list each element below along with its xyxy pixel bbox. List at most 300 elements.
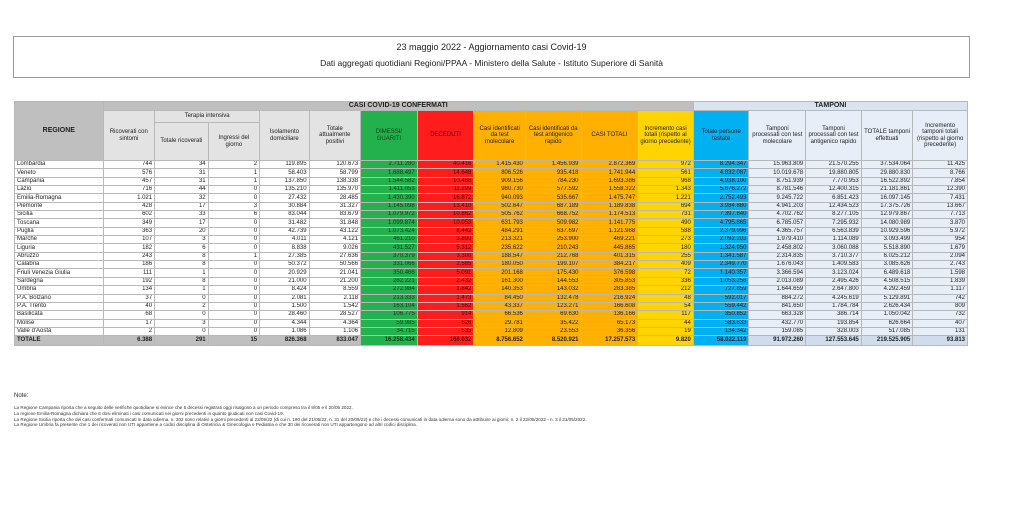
- cell-dimessi: 1.688.497: [361, 169, 418, 177]
- cell-isolamento: 4.344: [260, 319, 309, 327]
- cell-ti-totale: 8: [155, 252, 209, 260]
- col-antigenico: Casi identificati da test antigenico rapido: [525, 111, 581, 161]
- cell-tamponi-molecolare: 4.941.203: [749, 202, 806, 210]
- cell-dimessi: 106.775: [361, 311, 418, 319]
- cell-persone-testate: 2.349.770: [693, 261, 749, 269]
- cell-incremento: 731: [638, 211, 694, 219]
- cell-region: Calabria: [15, 261, 104, 269]
- cell-persone-testate: 58.022.119: [693, 336, 749, 346]
- cell-incremento: 117: [638, 311, 694, 319]
- cell-tamponi-totale: 16.522.892: [861, 177, 913, 185]
- cell-persone-testate: 4.832.087: [693, 169, 749, 177]
- col-ti-totale: Totale ricoverati: [155, 123, 209, 161]
- notes-title: Note:: [14, 393, 29, 399]
- cell-ricoverati: 1.021: [103, 194, 155, 202]
- cell-ti-totale: 8: [155, 277, 209, 285]
- cell-ti-totale: 31: [155, 169, 209, 177]
- cell-casi-totali: 401.315: [581, 252, 638, 260]
- cell-incremento: 9.820: [638, 336, 694, 346]
- cell-positivi: 21.041: [309, 269, 361, 277]
- cell-ti-ingressi: 0: [208, 269, 260, 277]
- cell-ti-totale: 44: [155, 186, 209, 194]
- cell-incremento: 44: [638, 319, 694, 327]
- cell-persone-testate: 1.341.587: [693, 252, 749, 260]
- cell-persone-testate: 2.092.203: [693, 236, 749, 244]
- col-dimessi: DIMESSI/ GUARITI: [361, 111, 418, 161]
- cell-tamponi-incremento: 1.598: [913, 269, 968, 277]
- group-tamponi: TAMPONI: [693, 102, 967, 111]
- cell-tamponi-antigenico: 1.784.784: [806, 302, 862, 310]
- cell-dimessi: 370.379: [361, 252, 418, 260]
- cell-tamponi-molecolare: 4.702.762: [749, 211, 806, 219]
- cell-molecolare: 909.156: [474, 177, 526, 185]
- cell-ti-totale: 31: [155, 177, 209, 185]
- cell-tamponi-antigenico: 1.114.089: [806, 236, 862, 244]
- cell-incremento: 48: [638, 294, 694, 302]
- cell-molecolare: 188.547: [474, 252, 526, 260]
- cell-ti-ingressi: 0: [208, 236, 260, 244]
- cell-tamponi-incremento: 7.854: [913, 177, 968, 185]
- cell-tamponi-molecolare: 91.972.260: [749, 336, 806, 346]
- cell-casi-totali: 1.693.386: [581, 177, 638, 185]
- cell-incremento: 588: [638, 227, 694, 235]
- cell-tamponi-totale: 6.489.618: [861, 269, 913, 277]
- cell-tamponi-antigenico: 3.710.377: [806, 252, 862, 260]
- cell-region: Campania: [15, 177, 104, 185]
- table-body: [15, 161, 968, 346]
- cell-positivi: 1.106: [309, 327, 361, 335]
- cell-tamponi-molecolare: 884.272: [749, 294, 806, 302]
- cell-ti-ingressi: 0: [208, 261, 260, 269]
- cell-ricoverati: 2: [103, 327, 155, 335]
- cell-persone-testate: 592.017: [693, 294, 749, 302]
- col-incremento: Incremento casi totali (rispetto al giorno precedente): [638, 111, 694, 161]
- cell-deceduti: 16.872: [417, 194, 474, 202]
- cell-region: Lombardia: [15, 161, 104, 169]
- cell-ti-totale: 0: [155, 327, 209, 335]
- cell-casi-totali: 166.608: [581, 302, 638, 310]
- cell-tamponi-antigenico: 12.400.315: [806, 186, 862, 194]
- cell-isolamento: 119.895: [260, 161, 309, 169]
- cell-antigenico: 935.418: [525, 169, 581, 177]
- cell-tamponi-incremento: 12.390: [913, 186, 968, 194]
- report-title: 23 maggio 2022 - Aggiornamento casi Covid-19: [396, 42, 587, 52]
- table-row: [15, 244, 968, 252]
- cell-tamponi-incremento: 2.743: [913, 261, 968, 269]
- cell-persone-testate: 727.859: [693, 286, 749, 294]
- cell-antigenico: 637.697: [525, 227, 581, 235]
- cell-incremento: 273: [638, 236, 694, 244]
- cell-molecolare: 806.526: [474, 169, 526, 177]
- cell-tamponi-molecolare: 2.458.802: [749, 244, 806, 252]
- cell-dimessi: 1.099.874: [361, 219, 418, 227]
- cell-tamponi-antigenico: 12.434.523: [806, 202, 862, 210]
- cell-region: Abruzzo: [15, 252, 104, 260]
- cell-incremento: 336: [638, 277, 694, 285]
- cell-isolamento: 28.460: [260, 311, 309, 319]
- cell-isolamento: 20.929: [260, 269, 309, 277]
- cell-persone-testate: 1.324.950: [693, 244, 749, 252]
- cell-ti-ingressi: 0: [208, 227, 260, 235]
- cell-antigenico: 199.107: [525, 261, 581, 269]
- cell-isolamento: 8.424: [260, 286, 309, 294]
- cell-tamponi-totale: 517.085: [861, 327, 913, 335]
- cell-positivi: 43.122: [309, 227, 361, 235]
- cell-tamponi-incremento: 407: [913, 319, 968, 327]
- cell-region: Friuli Venezia Giulia: [15, 269, 104, 277]
- cell-persone-testate: 7.397.840: [693, 211, 749, 219]
- cell-ti-ingressi: 0: [208, 186, 260, 194]
- table-row: [15, 311, 968, 319]
- cell-ti-totale: 17: [155, 219, 209, 227]
- cell-tamponi-antigenico: 2.495.426: [806, 277, 862, 285]
- cell-casi-totali: 1.189.838: [581, 202, 638, 210]
- cell-region: Valle d'Aosta: [15, 327, 104, 335]
- cell-dimessi: 59.985: [361, 319, 418, 327]
- cell-ti-totale: 2: [155, 302, 209, 310]
- cell-ti-ingressi: 1: [208, 169, 260, 177]
- cell-ricoverati: 40: [103, 302, 155, 310]
- cell-ti-totale: 3: [155, 236, 209, 244]
- cell-tamponi-antigenico: 2.647.800: [806, 286, 862, 294]
- cell-persone-testate: 3.984.880: [693, 202, 749, 210]
- cell-deceduti: 914: [417, 311, 474, 319]
- cell-persone-testate: 1.140.357: [693, 269, 749, 277]
- cell-dimessi: 1.073.424: [361, 227, 418, 235]
- cell-molecolare: 631.793: [474, 219, 526, 227]
- cell-persone-testate: 134.342: [693, 327, 749, 335]
- cell-deceduti: 1.842: [417, 286, 474, 294]
- cell-isolamento: 1.086: [260, 327, 309, 335]
- cell-deceduti: 1.473: [417, 294, 474, 302]
- cell-isolamento: 31.482: [260, 219, 309, 227]
- cell-tamponi-molecolare: 663.328: [749, 311, 806, 319]
- cell-positivi: 138.338: [309, 177, 361, 185]
- cell-persone-testate: 583.633: [693, 319, 749, 327]
- cell-positivi: 8.559: [309, 286, 361, 294]
- cell-molecolare: 140.353: [474, 286, 526, 294]
- cell-tamponi-incremento: 809: [913, 302, 968, 310]
- cell-incremento: 1.221: [638, 194, 694, 202]
- cell-positivi: 21.200: [309, 277, 361, 285]
- cell-dimessi: 1.079.972: [361, 211, 418, 219]
- cell-antigenico: 687.189: [525, 202, 581, 210]
- cell-tamponi-molecolare: 9.245.722: [749, 194, 806, 202]
- cell-tamponi-molecolare: 1.979.410: [749, 236, 806, 244]
- cell-dimessi: 282.221: [361, 277, 418, 285]
- cell-positivi: 1.542: [309, 302, 361, 310]
- cell-tamponi-totale: 14.080.989: [861, 219, 913, 227]
- cell-region: Sicilia: [15, 211, 104, 219]
- cell-tamponi-antigenico: 1.409.583: [806, 261, 862, 269]
- col-casi-totali: CASI TOTALI: [581, 111, 638, 161]
- col-ti-ingressi: Ingressi del giorno: [208, 123, 260, 161]
- cell-antigenico: 668.752: [525, 211, 581, 219]
- cell-casi-totali: 376.598: [581, 269, 638, 277]
- cell-isolamento: 8.838: [260, 244, 309, 252]
- cell-isolamento: 42.739: [260, 227, 309, 235]
- cell-dimessi: 16.258.434: [361, 336, 418, 346]
- cell-tamponi-incremento: 954: [913, 236, 968, 244]
- report-header: [13, 36, 970, 78]
- cell-ti-ingressi: 6: [208, 211, 260, 219]
- col-persone-testate: Totale persone testate: [693, 111, 749, 161]
- cell-incremento: 212: [638, 286, 694, 294]
- cell-ti-totale: 291: [155, 336, 209, 346]
- cell-molecolare: 213.321: [474, 236, 526, 244]
- cell-deceduti: 535: [417, 327, 474, 335]
- totals-row: [15, 336, 968, 346]
- cell-tamponi-molecolare: 10.019.678: [749, 169, 806, 177]
- cell-incremento: 72: [638, 269, 694, 277]
- cell-tamponi-totale: 5.129.891: [861, 294, 913, 302]
- cell-tamponi-antigenico: 7.770.953: [806, 177, 862, 185]
- cell-incremento: 54: [638, 302, 694, 310]
- cell-ti-totale: 0: [155, 294, 209, 302]
- table-row: [15, 294, 968, 302]
- table-row: [15, 194, 968, 202]
- note-line: La Regione Umbria fa presente che 1 dei ricoverati non UTI appartiene a codici disciplina di Ostetricia & Ginecologia e Pediatria e che 30 dei ricoverati non UTI appartengono ad altri codici disciplina.: [14, 422, 417, 428]
- cell-molecolare: 84.450: [474, 294, 526, 302]
- cell-tamponi-incremento: 732: [913, 311, 968, 319]
- cell-tamponi-molecolare: 2.314.835: [749, 252, 806, 260]
- cell-isolamento: 27.432: [260, 194, 309, 202]
- cell-dimessi: 431.527: [361, 244, 418, 252]
- cell-molecolare: 180.050: [474, 261, 526, 269]
- table-row: [15, 211, 968, 219]
- cell-persone-testate: 2.379.996: [693, 227, 749, 235]
- cell-antigenico: 212.768: [525, 252, 581, 260]
- cell-ti-ingressi: 1: [208, 252, 260, 260]
- cell-molecolare: 1.415.430: [474, 161, 526, 169]
- cell-ti-ingressi: 0: [208, 219, 260, 227]
- cell-dimessi: 272.984: [361, 286, 418, 294]
- cell-deceduti: 8.442: [417, 227, 474, 235]
- cell-molecolare: 29.781: [474, 319, 526, 327]
- cell-antigenico: 509.982: [525, 219, 581, 227]
- cell-ti-ingressi: 0: [208, 302, 260, 310]
- cell-molecolare: 8.756.652: [474, 336, 526, 346]
- cell-positivi: 31.848: [309, 219, 361, 227]
- cell-tamponi-incremento: 1.839: [913, 277, 968, 285]
- cell-deceduti: 3.890: [417, 236, 474, 244]
- cell-casi-totali: 1.475.747: [581, 194, 638, 202]
- cell-tamponi-molecolare: 3.366.594: [749, 269, 806, 277]
- cell-tamponi-incremento: 93.813: [913, 336, 968, 346]
- cell-ti-totale: 8: [155, 261, 209, 269]
- notes-block: [14, 405, 714, 428]
- cell-positivi: 2.118: [309, 294, 361, 302]
- cell-casi-totali: 17.257.573: [581, 336, 638, 346]
- cell-ricoverati: 107: [103, 236, 155, 244]
- cell-tamponi-totale: 29.880.830: [861, 169, 913, 177]
- cell-dimessi: 350.466: [361, 269, 418, 277]
- cell-positivi: 28.527: [309, 311, 361, 319]
- cell-region: Basilicata: [15, 311, 104, 319]
- cell-incremento: 19: [638, 327, 694, 335]
- cell-antigenico: 69.630: [525, 311, 581, 319]
- cell-tamponi-antigenico: 328.003: [806, 327, 862, 335]
- cell-positivi: 833.047: [309, 336, 361, 346]
- cell-isolamento: 2.081: [260, 294, 309, 302]
- cell-tamponi-molecolare: 8.781.546: [749, 186, 806, 194]
- table-row: [15, 261, 968, 269]
- cell-antigenico: 175.430: [525, 269, 581, 277]
- col-tamponi-antigenico: Tamponi processati con test antigenico rapido: [806, 111, 862, 161]
- cell-isolamento: 27.385: [260, 252, 309, 260]
- cell-positivi: 4.364: [309, 319, 361, 327]
- cell-molecolare: 201.168: [474, 269, 526, 277]
- cell-deceduti: 2.432: [417, 277, 474, 285]
- table-row: [15, 202, 968, 210]
- table-row: [15, 236, 968, 244]
- cell-region: Veneto: [15, 169, 104, 177]
- cell-tamponi-totale: 21.181.861: [861, 186, 913, 194]
- table-row: [15, 177, 968, 185]
- cell-casi-totali: 283.385: [581, 286, 638, 294]
- table-row: [15, 161, 968, 169]
- cell-tamponi-incremento: 1.679: [913, 244, 968, 252]
- cell-tamponi-totale: 219.525.905: [861, 336, 913, 346]
- cell-ti-totale: 0: [155, 311, 209, 319]
- cell-isolamento: 137.850: [260, 177, 309, 185]
- table-row: [15, 302, 968, 310]
- cell-antigenico: 143.032: [525, 286, 581, 294]
- cell-incremento: 1.343: [638, 186, 694, 194]
- cell-ricoverati: 111: [103, 269, 155, 277]
- cell-ricoverati: 6.388: [103, 336, 155, 346]
- cell-region: Molise: [15, 319, 104, 327]
- cell-tamponi-molecolare: 8.751.939: [749, 177, 806, 185]
- cell-molecolare: 484.291: [474, 227, 526, 235]
- table-row: [15, 169, 968, 177]
- cell-incremento: 561: [638, 169, 694, 177]
- cell-tamponi-totale: 10.929.596: [861, 227, 913, 235]
- cell-molecolare: 505.762: [474, 211, 526, 219]
- cell-casi-totali: 305.853: [581, 277, 638, 285]
- cell-tamponi-incremento: 131: [913, 327, 968, 335]
- cell-ricoverati: 134: [103, 286, 155, 294]
- cell-casi-totali: 445.865: [581, 244, 638, 252]
- cell-ricoverati: 37: [103, 294, 155, 302]
- cell-tamponi-totale: 17.375.726: [861, 202, 913, 210]
- cell-casi-totali: 36.356: [581, 327, 638, 335]
- cell-tamponi-incremento: 2.094: [913, 252, 968, 260]
- cell-incremento: 180: [638, 244, 694, 252]
- cell-casi-totali: 1.174.513: [581, 211, 638, 219]
- cell-deceduti: 13.410: [417, 202, 474, 210]
- cell-deceduti: 10.466: [417, 177, 474, 185]
- cell-isolamento: 50.372: [260, 261, 309, 269]
- cell-positivi: 27.636: [309, 252, 361, 260]
- table-row: [15, 252, 968, 260]
- cell-dimessi: 331.066: [361, 261, 418, 269]
- table-row: [15, 186, 968, 194]
- cell-tamponi-antigenico: 193.854: [806, 319, 862, 327]
- cell-deceduti: 11.299: [417, 186, 474, 194]
- cell-casi-totali: 2.872.369: [581, 161, 638, 169]
- cell-tamponi-molecolare: 4.365.757: [749, 227, 806, 235]
- table-row: [15, 269, 968, 277]
- cell-deceduti: 40.416: [417, 161, 474, 169]
- cell-tamponi-antigenico: 7.295.932: [806, 219, 862, 227]
- cell-tamponi-totale: 2.626.434: [861, 302, 913, 310]
- cell-positivi: 31.327: [309, 202, 361, 210]
- cell-tamponi-antigenico: 3.123.024: [806, 269, 862, 277]
- cell-tamponi-antigenico: 127.553.645: [806, 336, 862, 346]
- cell-ricoverati: 182: [103, 244, 155, 252]
- cell-deceduti: 2.585: [417, 261, 474, 269]
- cell-tamponi-antigenico: 3.060.088: [806, 244, 862, 252]
- cell-tamponi-antigenico: 8.277.105: [806, 211, 862, 219]
- cell-tamponi-totale: 3.093.499: [861, 236, 913, 244]
- col-isolamento: Isolamento domiciliare: [260, 111, 309, 161]
- cell-dimessi: 461.210: [361, 236, 418, 244]
- cell-positivi: 4.121: [309, 236, 361, 244]
- cell-tamponi-incremento: 7.431: [913, 194, 968, 202]
- cell-ti-ingressi: 0: [208, 311, 260, 319]
- col-regione: REGIONE: [15, 102, 104, 161]
- cell-isolamento: 135.210: [260, 186, 309, 194]
- cell-region: Emilia-Romagna: [15, 194, 104, 202]
- col-molecolare: Casi identificati da test molecolare: [474, 111, 526, 161]
- cell-ti-ingressi: 0: [208, 319, 260, 327]
- cell-tamponi-incremento: 11.425: [913, 161, 968, 169]
- cell-ti-totale: 1: [155, 286, 209, 294]
- cell-ti-totale: 3: [155, 319, 209, 327]
- cell-isolamento: 21.000: [260, 277, 309, 285]
- cell-casi-totali: 1.741.944: [581, 169, 638, 177]
- cell-tamponi-antigenico: 6.851.423: [806, 194, 862, 202]
- table-row: [15, 327, 968, 335]
- cell-ricoverati: 716: [103, 186, 155, 194]
- cell-molecolare: 980.730: [474, 186, 526, 194]
- cell-region: P.A. Bolzano: [15, 294, 104, 302]
- cell-tamponi-antigenico: 386.714: [806, 311, 862, 319]
- cell-tamponi-incremento: 13.667: [913, 202, 968, 210]
- cell-tamponi-totale: 37.534.064: [861, 161, 913, 169]
- report-subtitle: Dati aggregati quotidiani Regioni/PPAA - Ministero della Salute - Istituto Superiore di Sanità: [320, 58, 663, 68]
- cell-tamponi-molecolare: 1.676.043: [749, 261, 806, 269]
- cell-persone-testate: 350.852: [693, 311, 749, 319]
- table-row: [15, 227, 968, 235]
- cell-tamponi-totale: 3.085.626: [861, 261, 913, 269]
- cell-tamponi-totale: 6.025.212: [861, 252, 913, 260]
- cell-antigenico: 23.553: [525, 327, 581, 335]
- cell-incremento: 409: [638, 261, 694, 269]
- cell-antigenico: 123.271: [525, 302, 581, 310]
- cell-dimessi: 1.411.053: [361, 186, 418, 194]
- cell-incremento: 490: [638, 219, 694, 227]
- cell-deceduti: 10.862: [417, 211, 474, 219]
- cell-ricoverati: 602: [103, 211, 155, 219]
- cell-tamponi-antigenico: 19.880.805: [806, 169, 862, 177]
- cell-persone-testate: 1.053.256: [693, 277, 749, 285]
- cell-casi-totali: 65.173: [581, 319, 638, 327]
- cell-tamponi-molecolare: 2.013.089: [749, 277, 806, 285]
- cell-region: Puglia: [15, 227, 104, 235]
- cell-region: P.A. Trento: [15, 302, 104, 310]
- cell-deceduti: 5.312: [417, 244, 474, 252]
- cell-molecolare: 43.337: [474, 302, 526, 310]
- cell-casi-totali: 384.217: [581, 261, 638, 269]
- cell-incremento: 694: [638, 202, 694, 210]
- cell-ricoverati: 17: [103, 319, 155, 327]
- note-line: La Regione Campania riporta che a seguito delle verifiche quotidiane si evince che 5 decessi registrati oggi risalgono a un periodo compreso tra il 9/05 e il 20/05 2022.: [14, 405, 353, 410]
- cell-casi-totali: 136.166: [581, 311, 638, 319]
- cell-deceduti: 14.648: [417, 169, 474, 177]
- cell-deceduti: 5.091: [417, 269, 474, 277]
